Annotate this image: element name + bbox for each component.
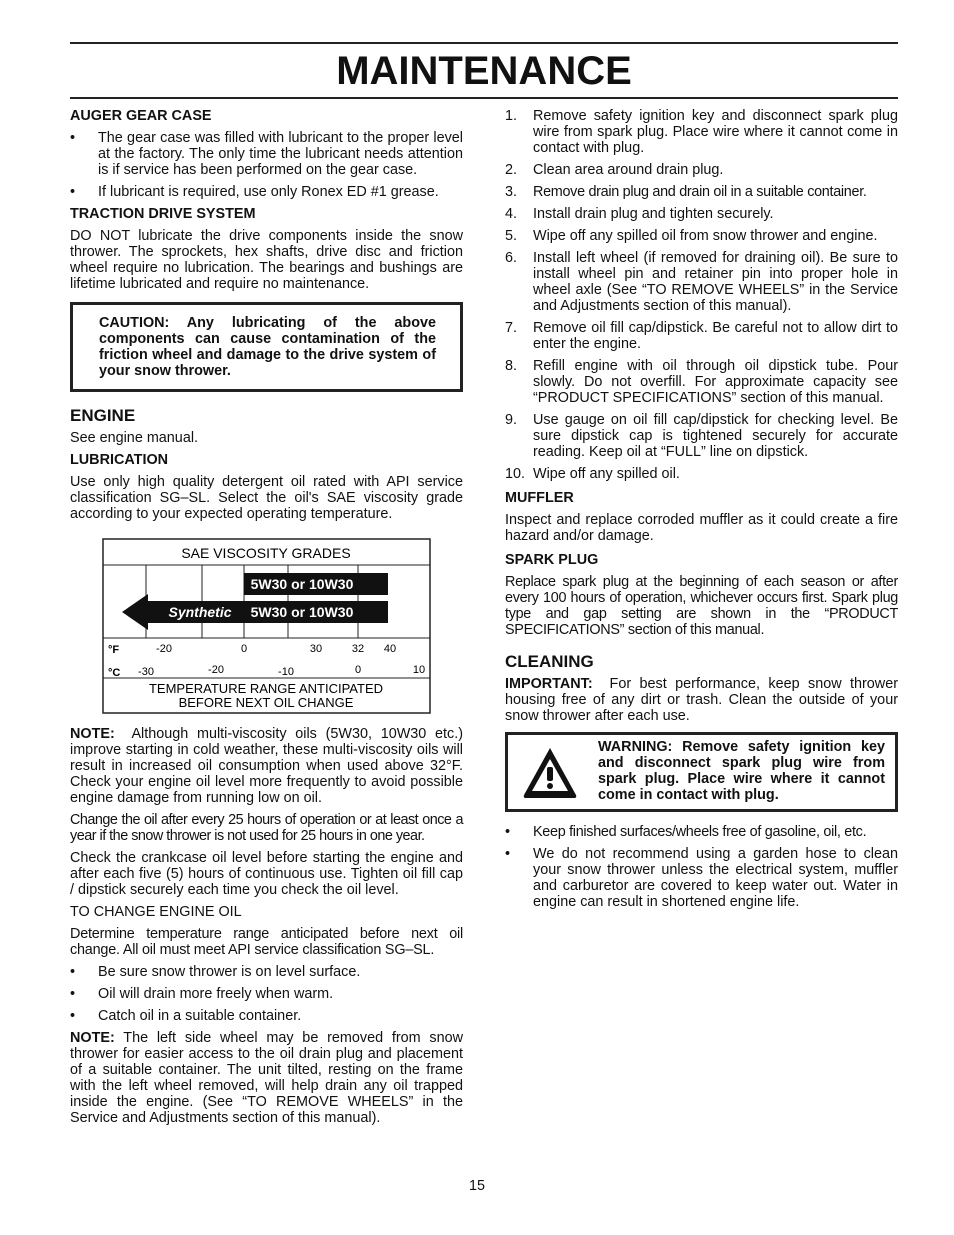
step-item [505, 108, 898, 156]
note-text: Although multi-viscosity oils (5W30, 10W30 etc.) improve starting in cold weather, these multi-viscosity oils will result in increased oil consumption when used above 32°F. Check your engine oil level more frequently to avoid possible engine damage from running low on oil. [70, 726, 464, 806]
chart-footer-line1: TEMPERATURE RANGE ANTICIPATED [148, 681, 384, 696]
bullet: • [70, 986, 76, 1002]
step-item [505, 320, 898, 352]
step-text: Remove drain plug and drain oil in a suitable container. [533, 184, 867, 200]
viscosity-chart-svg [102, 538, 431, 714]
chart-footer-line2: BEFORE NEXT OIL CHANGE [178, 695, 354, 710]
engine-text: See engine manual. [70, 430, 199, 446]
spark-plug-text: Replace spark plug at the beginning of each season or after every 100 hours of operation, whichever occurs first. Spark plug type and gap setting are shown in the “PRODUCT SPECIFICATIONS” section of this manual. [505, 574, 898, 638]
step-item [505, 466, 898, 482]
traction-drive-heading: TRACTION DRIVE SYSTEM [70, 206, 256, 222]
list-item [70, 964, 463, 980]
bullet: • [70, 1008, 76, 1024]
c-tick: 10 [412, 664, 426, 676]
bullet: • [505, 824, 511, 840]
list-item [70, 986, 463, 1002]
sae-viscosity-chart [102, 538, 431, 714]
step-text: Wipe off any spilled oil from snow thrower and engine. [533, 228, 878, 244]
spark-plug-heading: SPARK PLUG [505, 552, 599, 568]
auger-gear-case-heading: AUGER GEAR CASE [70, 108, 212, 124]
check-oil-text: Check the crankcase oil level before starting the engine and after each five (5) hours of continuous use. Tighten oil fill cap / dipstick securely each time you check the oil level. [70, 850, 463, 898]
lubrication-text: Use only high quality detergent oil rated with API service classification SG–SL. Select the oil's SAE viscosity grade according to your expected operating temperature. [70, 474, 463, 522]
change-oil-text: Change the oil after every 25 hours of operation or at least once a year if the snow thrower is not used for 25 hours in one year. [70, 812, 463, 844]
list-item [505, 824, 898, 840]
note-label: NOTE: [70, 726, 115, 742]
list-item-text: Be sure snow thrower is on level surface. [98, 964, 361, 980]
bullet: • [70, 130, 76, 146]
list-item-text: If lubricant is required, use only Ronex ED #1 grease. [98, 184, 439, 200]
cleaning-heading: CLEANING [505, 652, 594, 671]
page-number: 15 [468, 1178, 485, 1194]
warning-box [505, 732, 898, 812]
f-tick: 0 [240, 643, 248, 655]
f-tick: 40 [383, 643, 397, 655]
list-item-text: The gear case was filled with lubricant to the proper level at the factory. The only time the lubricant needs attention is if service has been performed on the gear case. [98, 130, 463, 178]
step-text: Wipe off any spilled oil. [533, 466, 680, 482]
list-item-text: We do not recommend using a garden hose to clean your snow thrower unless the electrical system, muffler and carburetor are covered to keep water out. Water in engine can result in shortened engine life. [533, 846, 898, 910]
step-number: 2. [505, 162, 518, 178]
step-item [505, 184, 898, 200]
step-item [505, 250, 898, 314]
note-multi-viscosity [70, 726, 463, 806]
step-text: Clean area around drain plug. [533, 162, 724, 178]
list-item-text: Oil will drain more freely when warm. [98, 986, 334, 1002]
bullet: • [70, 964, 76, 980]
step-item [505, 358, 898, 406]
traction-drive-text: DO NOT lubricate the drive components inside the snow thrower. The sprockets, hex shafts, drive disc and friction wheel require no lubrication. The bearings and bushings are lifetime lubricated and require no maintenance. [70, 228, 463, 292]
bullet: • [505, 846, 511, 862]
step-number: 1. [505, 108, 518, 124]
page-title: MAINTENANCE [336, 49, 632, 93]
f-tick: 30 [309, 643, 323, 655]
note-text: The left side wheel may be removed from snow thrower for easier access to the oil drain plug and placement of a suitable container. The unit tilted, resting on the frame with the left wheel removed, will help drain any oil trapped inside the engine. (See “TO REMOVE WHEELS” in the Service and Adjustments section of this manual). [70, 1030, 463, 1126]
warning-icon [522, 745, 578, 801]
muffler-text: Inspect and replace corroded muffler as it could create a fire hazard and/or damage. [505, 512, 898, 544]
celsius-unit: °C [108, 667, 121, 679]
left-column [70, 108, 463, 1132]
c-tick: -30 [138, 666, 154, 678]
c-tick: -20 [208, 664, 224, 676]
bar-synthetic-tag: Synthetic [168, 604, 232, 620]
lubrication-heading: LUBRICATION [70, 452, 169, 468]
fahrenheit-unit: °F [108, 644, 120, 656]
step-number: 3. [505, 184, 518, 200]
step-item [505, 412, 898, 460]
f-tick: -20 [156, 643, 172, 655]
step-text: Install left wheel (if removed for draining oil). Be sure to install wheel pin and retainer pin into proper hole in wheel axle (See “TO REMOVE WHEELS” in the Service and Adjustments section of this manual). [533, 250, 898, 314]
list-item [505, 846, 898, 910]
bar-synthetic-label: 5W30 or 10W30 [250, 604, 354, 620]
warning-text: WARNING: Remove safety ignition key and disconnect spark plug wire from spark plug. Place wire where it cannot come in contact with plug. [598, 739, 885, 803]
list-item [70, 1008, 463, 1024]
caution-text: CAUTION: Any lubricating of the above components can cause contamination of the friction wheel and damage to the drive system of your snow thrower. [99, 315, 436, 379]
list-item-text: Catch oil in a suitable container. [98, 1008, 302, 1024]
muffler-heading: MUFFLER [505, 490, 574, 506]
step-number: 5. [505, 228, 518, 244]
step-text: Use gauge on oil fill cap/dipstick for checking level. Be sure dipstick cap is tightened securely for accurate reading. Keep oil at “FULL” line on dipstick. [533, 412, 898, 460]
note-label: NOTE: [70, 1030, 115, 1046]
step-item [505, 228, 898, 244]
important-label: IMPORTANT: [505, 676, 593, 692]
bullet: • [70, 184, 76, 200]
step-number: 9. [505, 412, 518, 428]
c-tick: 0 [354, 664, 362, 676]
determine-range-text: Determine temperature range anticipated before next oil change. All oil must meet API service classification SG–SL. [70, 926, 463, 958]
engine-heading: ENGINE [70, 406, 136, 425]
step-item [505, 206, 898, 222]
step-number: 4. [505, 206, 518, 222]
step-number: 7. [505, 320, 518, 336]
step-text: Remove oil fill cap/dipstick. Be careful not to allow dirt to enter the engine. [533, 320, 898, 352]
step-text: Refill engine with oil through oil dipstick tube. Pour slowly. Do not overfill. For approximate capacity see “PRODUCT SPECIFICATIONS” section of this manual. [533, 358, 898, 406]
list-item-text: Keep finished surfaces/wheels free of gasoline, oil, etc. [533, 824, 867, 840]
top-rule [70, 42, 898, 44]
step-number: 6. [505, 250, 518, 266]
to-change-engine-oil-heading: TO CHANGE ENGINE OIL [70, 904, 242, 920]
list-item [70, 184, 463, 200]
step-text: Install drain plug and tighten securely. [533, 206, 774, 222]
important-text: For best performance, keep snow thrower housing free of any dirt or trash. Clean the outside of your snow thrower after each use. [505, 676, 898, 724]
chart-title: SAE VISCOSITY GRADES [181, 545, 351, 561]
important-paragraph [505, 676, 898, 724]
note-left-wheel [70, 1030, 463, 1126]
f-tick: 32 [351, 643, 365, 655]
step-number: 10. [505, 466, 526, 482]
list-item [70, 130, 463, 178]
bar-conventional-label: 5W30 or 10W30 [250, 576, 354, 592]
step-number: 8. [505, 358, 518, 374]
c-tick: -10 [278, 666, 294, 678]
step-text: Remove safety ignition key and disconnect spark plug wire from spark plug. Place wire where it cannot come in contact with plug. [533, 108, 898, 156]
caution-box [70, 302, 463, 392]
right-column [505, 108, 898, 916]
step-item [505, 162, 898, 178]
title-underline [70, 97, 898, 99]
